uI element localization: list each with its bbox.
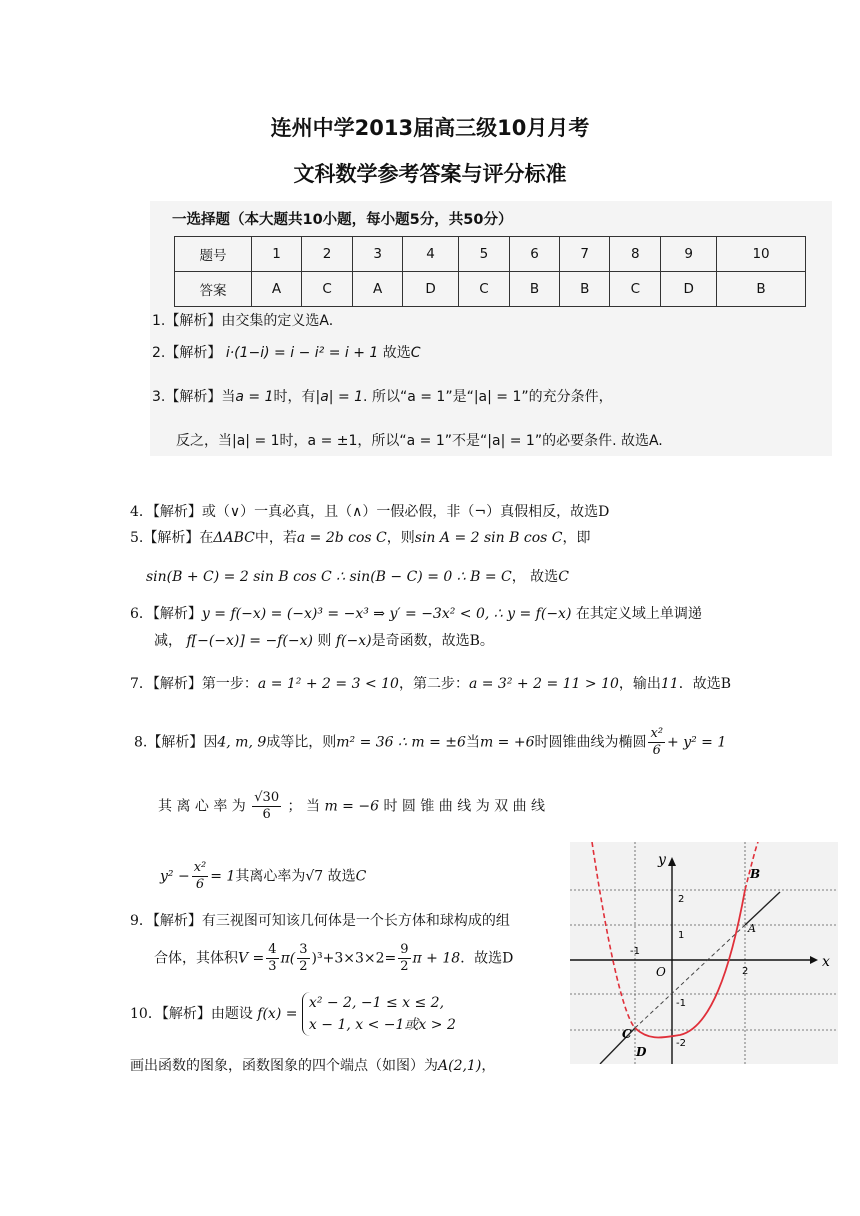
solution-text: ， 故选 [511, 569, 559, 585]
fraction-numerator: x² [650, 726, 664, 741]
line-segment-right [745, 892, 780, 925]
solution-3-line2: 反之，当|a| = 1时，a = ±1，所以“a = 1”不是“|a| = 1”的必要条件. 故选A. [176, 433, 663, 449]
y-axis-arrow [668, 857, 676, 866]
piecewise-case-2: x − 1, x < −1或x > 2 [308, 1017, 456, 1033]
math-expression: a = 1² + 2 = 3 < 10 [257, 676, 399, 692]
math-expression: = 1 [210, 868, 236, 885]
table-cell: 5 [458, 237, 509, 272]
solution-9-line1: 9．【解析】有三视图可知该几何体是一个长方体和球构成的组 [130, 913, 510, 929]
math-expression: sin A = 2 sin B cos C [414, 530, 563, 546]
solution-text: 时 圆 锥 曲 线 为 双 曲 线 [383, 798, 546, 815]
math-expression: a = 3² + 2 = 11 > 10 [468, 676, 619, 692]
math-expression: C [355, 868, 367, 885]
solution-label: 2.【解析】 [152, 345, 222, 361]
math-expression: m² = 36 ∴ m = ±6 [336, 734, 466, 751]
math-expression: √7 [305, 868, 324, 885]
solution-text: 减， [154, 633, 182, 649]
solution-text: 时，有 [273, 389, 316, 405]
table-cell: 2 [302, 237, 353, 272]
function-graph [570, 842, 838, 1064]
math-expression: m = +6 [479, 734, 535, 751]
table-cell: 9 [661, 237, 717, 272]
math-expression: V = [238, 950, 265, 967]
math-expression: C [558, 569, 569, 585]
y-axis-label: y [658, 852, 666, 868]
fraction-denominator: 6 [195, 877, 205, 892]
solution-3-line1 [152, 387, 613, 407]
solution-label: 10．【解析】由题设 [130, 1006, 253, 1022]
document-title: 连州中学2013届高三级10月月考 [270, 116, 590, 140]
fraction-numerator: x² [193, 860, 207, 875]
point-c-label: C [622, 1027, 632, 1041]
math-expression: m = −6 [324, 798, 379, 815]
table-cell: 4 [403, 237, 459, 272]
math-expression: π + 18 [412, 950, 461, 967]
solution-text: 当 [465, 734, 480, 751]
tick-label: 2 [742, 966, 749, 977]
math-expression: f(x) = [257, 1006, 298, 1022]
solution-8-line2 [158, 790, 545, 823]
math-expression: C [410, 345, 421, 361]
table-row-numbers [175, 237, 806, 272]
fraction-numerator: 9 [400, 942, 409, 957]
solution-5-line2 [146, 567, 569, 587]
math-expression: A(2,1) [438, 1058, 482, 1074]
solution-text: ，输出 [618, 676, 661, 692]
solution-7 [130, 674, 731, 694]
solution-text: . 所以“a = 1”是“|a| = 1”的充分条件， [363, 389, 613, 405]
solution-label: 3.【解析】当 [152, 389, 236, 405]
parabola-dashed-left [592, 842, 635, 1028]
solution-text: ，则 [386, 530, 415, 546]
solution-text: 中，若 [254, 530, 297, 546]
point-d-label: D [636, 1045, 647, 1059]
solution-text: 时圆锥曲线为椭圆 [534, 734, 647, 751]
math-expression: π( [280, 950, 296, 967]
point-a-label: A [748, 922, 756, 935]
table-cell: B [560, 272, 610, 307]
fraction [192, 860, 209, 893]
table-cell: 7 [560, 237, 610, 272]
math-expression: y² − [160, 868, 190, 885]
solution-8-line1 [134, 726, 726, 759]
solution-text: 画出函数的图象，函数图象的四个端点（如图）为 [130, 1058, 438, 1074]
table-header-cell: 题号 [175, 237, 252, 272]
math-expression: + y² = 1 [667, 734, 727, 751]
tick-label: -1 [676, 998, 686, 1009]
table-cell: C [458, 272, 509, 307]
parabola-solid [635, 890, 745, 1038]
solution-1: 1.【解析】由交集的定义选A. [152, 313, 334, 329]
table-cell: A [252, 272, 302, 307]
solution-label: 6．【解析】 [130, 606, 202, 622]
table-cell: B [717, 272, 806, 307]
tick-label: 2 [678, 894, 685, 905]
math-expression: 11 [660, 676, 679, 692]
fraction-denominator: 3 [268, 959, 277, 974]
math-expression: f(−x) [335, 633, 372, 649]
solution-10-line2 [130, 1056, 495, 1076]
math-expression: sin(B + C) = 2 sin B cos C ∴ sin(B − C) = 0 ∴ B = C [146, 569, 512, 585]
origin-label: O [656, 965, 666, 979]
function-graph-svg [570, 842, 838, 1064]
solution-5-line1 [130, 528, 590, 548]
math-expression: |a| = 1 [315, 389, 364, 405]
solution-text: 故选 [327, 868, 356, 885]
table-row-answers [175, 272, 806, 307]
solution-6-line1 [130, 604, 702, 624]
section-heading: 一选择题（本大题共10小题，每小题5分，共50分） [172, 212, 513, 228]
fraction [266, 942, 278, 975]
solution-text: 在其定义域上单调递 [575, 606, 702, 622]
solution-text: 故选 [382, 345, 411, 361]
fraction-denominator: 6 [262, 807, 271, 822]
table-cell: A [353, 272, 403, 307]
table-cell: 3 [353, 237, 403, 272]
math-expression: y = f(−x) = (−x)³ = −x³ ⇒ y′ = −3x² < 0, ∴ y = f(−x) [201, 606, 572, 622]
table-cell: 10 [717, 237, 806, 272]
table-cell: D [403, 272, 459, 307]
guide-line [635, 925, 745, 1028]
fraction [297, 942, 309, 975]
table-cell: C [610, 272, 661, 307]
solution-4: 4．【解析】或（∨）一真必真，且（∧）一假必假，非（¬）真假相反，故选D [130, 504, 610, 520]
fraction [398, 942, 410, 975]
tick-label: 1 [678, 930, 685, 941]
tick-label: -2 [676, 1038, 686, 1049]
math-expression: )³+3×3×2= [311, 950, 397, 967]
parabola-dashed-right [745, 842, 761, 890]
point-b-label: B [750, 867, 761, 881]
solution-10 [130, 992, 456, 1036]
solution-label: 5.【解析】在 [130, 530, 214, 546]
x-axis-label: x [822, 954, 830, 970]
solution-text: ， [481, 1058, 496, 1074]
solution-text: 合体，其体积 [154, 950, 238, 967]
math-expression: a = 1 [235, 389, 274, 405]
table-cell: 8 [610, 237, 661, 272]
solution-label: 8.【解析】因 [134, 734, 218, 751]
fraction-numerator: 4 [268, 942, 277, 957]
table-cell: 1 [252, 237, 302, 272]
gridlines [570, 842, 838, 1064]
answer-table [174, 236, 806, 307]
table-cell: B [509, 272, 559, 307]
math-expression: 4, m, 9 [217, 734, 267, 751]
table-cell: D [661, 272, 717, 307]
fraction-numerator: 3 [299, 942, 308, 957]
fraction-denominator: 2 [400, 959, 409, 974]
table-header-cell: 答案 [175, 272, 252, 307]
solution-text: ，即 [562, 530, 591, 546]
solution-text: ； 当 [287, 798, 320, 815]
solution-text: 成等比，则 [266, 734, 337, 751]
piecewise-case-1: x² − 2, −1 ≤ x ≤ 2, [308, 995, 445, 1011]
math-expression: i·(1−i) = i − i² = i + 1 [225, 345, 379, 361]
solution-text: ．故选B [678, 676, 732, 692]
math-expression: f[−(−x)] = −f(−x) [186, 633, 313, 649]
x-axis-arrow [810, 956, 818, 964]
fraction [648, 726, 665, 759]
tick-label: -1 [630, 946, 640, 957]
math-expression: a = 2b cos C [296, 530, 387, 546]
fraction-denominator: 2 [299, 959, 308, 974]
solution-text: 其 离 心 率 为 [158, 798, 246, 815]
solution-text: ，第二步： [398, 676, 469, 692]
solution-text: 则 [317, 633, 332, 649]
table-cell: C [302, 272, 353, 307]
solution-2 [152, 343, 421, 363]
fraction-numerator: √30 [254, 790, 280, 805]
document-subtitle: 文科数学参考答案与评分标准 [293, 162, 567, 186]
solution-9-line2 [154, 942, 513, 975]
solution-text: ．故选D [460, 950, 514, 967]
fraction-denominator: 6 [652, 743, 661, 758]
solution-8-line3 [160, 860, 366, 893]
table-cell: 6 [509, 237, 559, 272]
solution-6-line2 [154, 631, 494, 651]
solution-text: 其离心率为 [235, 868, 306, 885]
math-expression: ΔABC [213, 530, 255, 546]
fraction [252, 790, 281, 823]
solution-label: 7．【解析】第一步： [130, 676, 258, 692]
solution-text: 是奇函数，故选B。 [371, 633, 494, 649]
piecewise-brace [302, 992, 456, 1036]
